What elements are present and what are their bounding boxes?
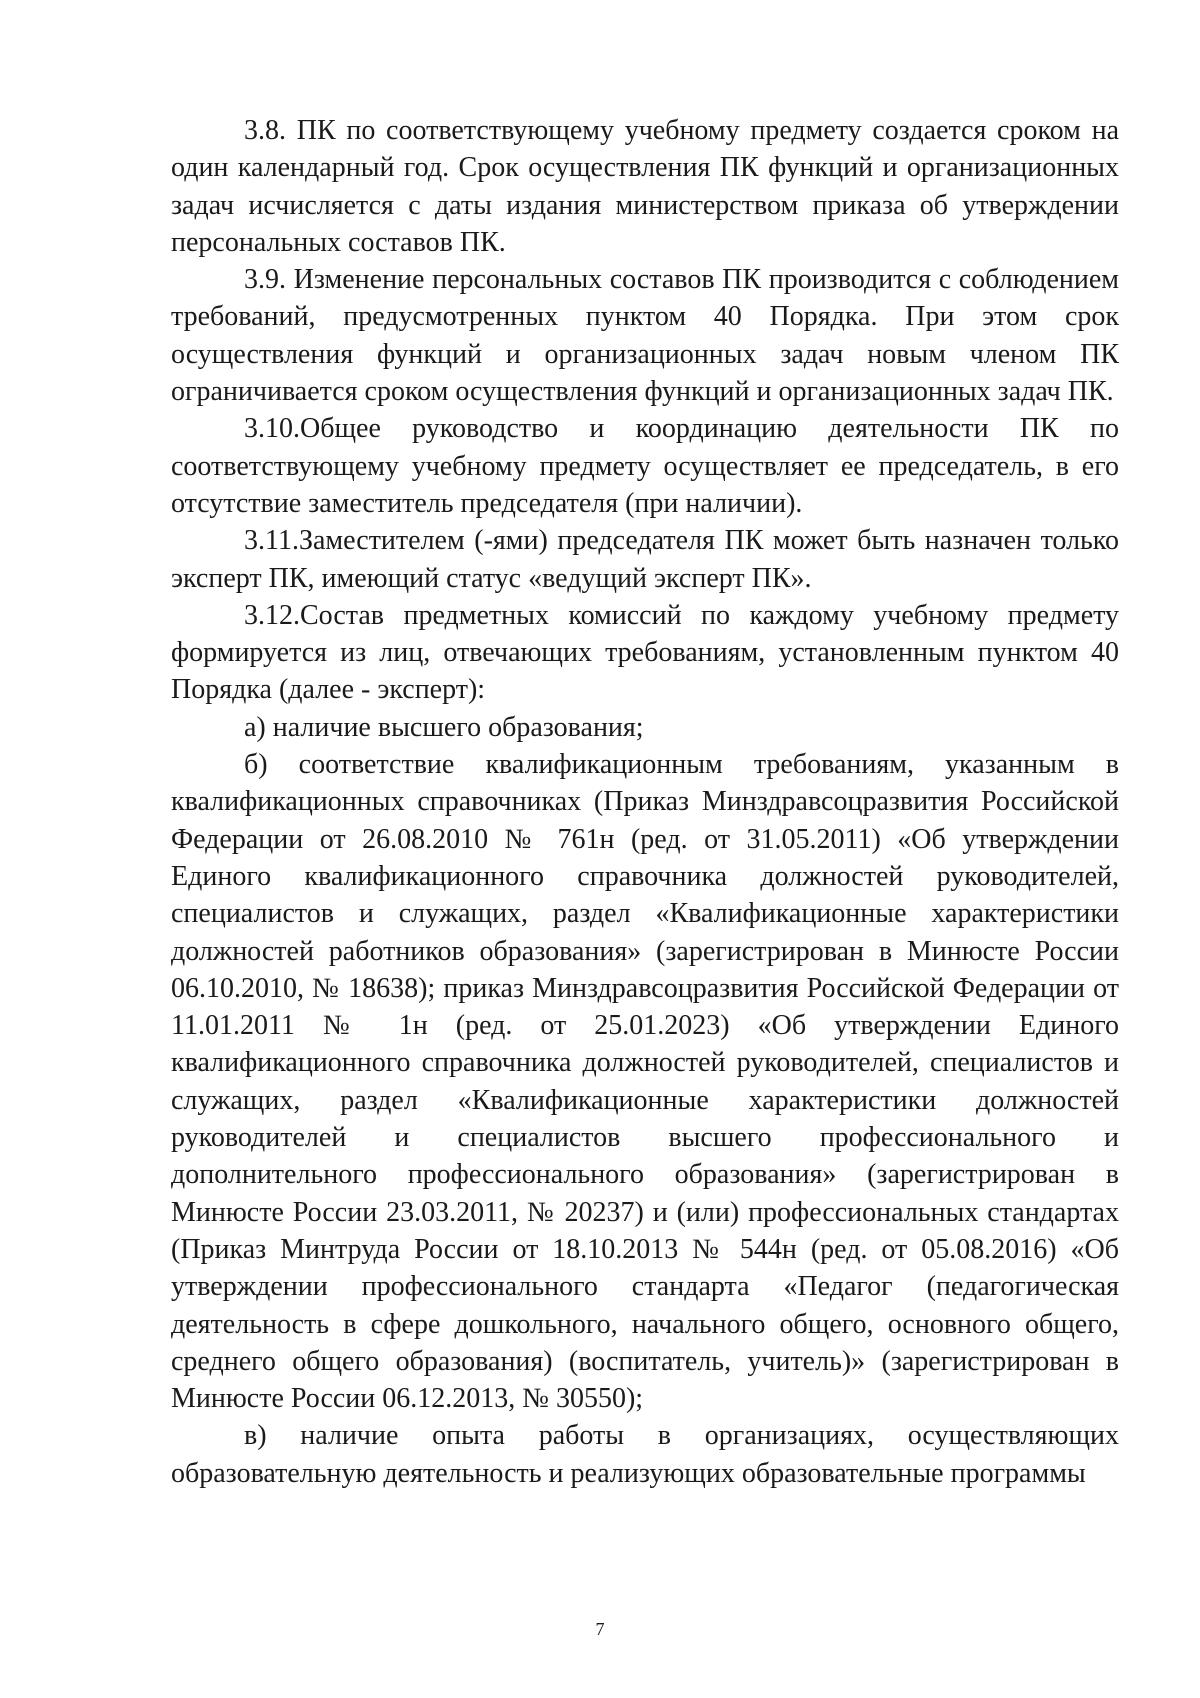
- list-item-a: а) наличие высшего образования;: [244, 711, 644, 743]
- paragraph-3-8: 3.8. ПК по соответствующему учебному предмету создается сроком на один календарный год. Срок осуществления ПК функций и организационных задач исчисляется с даты издания министерством приказа об утверждении персональных составов ПК.: [171, 115, 1119, 258]
- paragraph-3-10: 3.10.Общее руководство и координацию деятельности ПК по соответствующему учебному предмету осуществляет ее председатель, в его отсутствие заместитель председателя (при наличии).: [171, 413, 1119, 519]
- document-page: [171, 112, 1119, 1492]
- paragraph-3-9: 3.9. Изменение персональных составов ПК производится с соблюдением требований, предусмотренных пунктом 40 Порядка. При этом срок осуществления функций и организационных задач новым членом ПК ограничивается сроком осуществления функций и организационных задач ПК.: [171, 264, 1119, 408]
- paragraph-3-12: 3.12.Состав предметных комиссий по каждому учебному предмету формируется из лиц, отвечающих требованиям, установленным пунктом 40 Порядка (далее - эксперт):: [171, 599, 1119, 706]
- paragraph-3-11: 3.11.Заместителем (-ями) председателя ПК может быть назначен только эксперт ПК, имеющий статус «ведущий эксперт ПК».: [171, 525, 1119, 594]
- list-item-b: б) соответствие квалификационным требованиям, указанным в квалификационных справочниках (Приказ Минздравсоцразвития Российской Федерации от 26.08.2010 № 761н (ред. от 31.05.2011) «Об утверждении Единого квалификационного справочника должностей руководителей, специалистов и служащих, раздел «Квалификационные характеристики должностей работников образования» (зарегистрирован в Минюсте России 06.10.2010, № 18638); приказ Минздравсоцразвития Российской Федерации от 11.01.2011 № 1н (ред. от 25.01.2023) «Об утверждении Единого квалификационного справочника должностей руководителей, специалистов и служащих, раздел «Квалификационные характеристики должностей руководителей и специалистов высшего профессионального и дополнительного профессионального образования» (зарегистрирован в Минюсте России 23.03.2011, № 20237) и (или) профессиональных стандартах (Приказ Минтруда России от 18.10.2013 № 544н (ред. от 05.08.2016) «Об утверждении профессионального стандарта «Педагог (педагогическая деятельность в сфере дошкольного, начального общего, основного общего, среднего общего образования) (воспитатель, учитель)» (зарегистрирован в Минюсте России 06.12.2013, № 30550);: [171, 749, 1119, 1415]
- list-item-v: в) наличие опыта работы в организациях, осуществляющих образовательную деятельность и реализующих образовательные программы: [171, 1420, 1119, 1489]
- page-number: 7: [595, 1619, 605, 1639]
